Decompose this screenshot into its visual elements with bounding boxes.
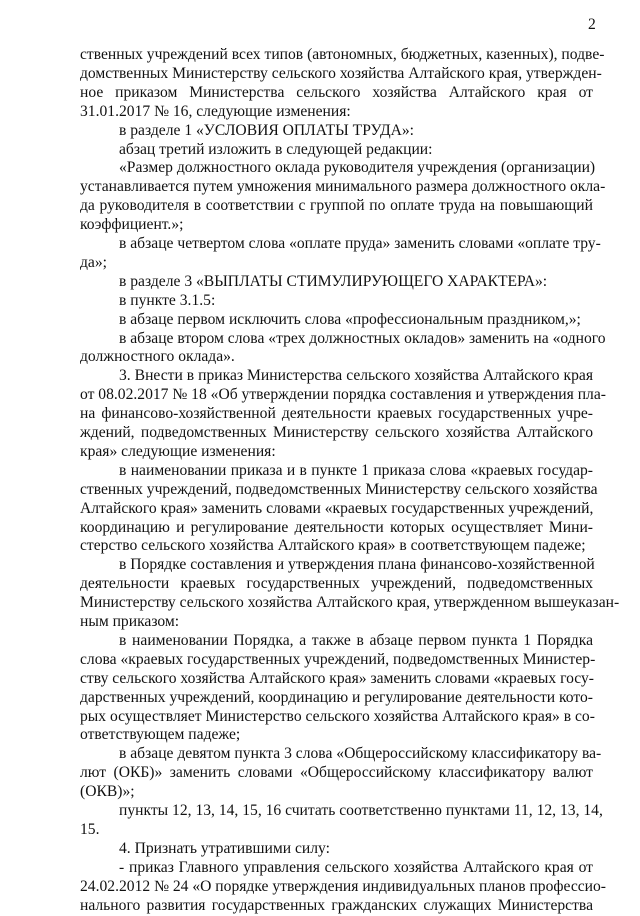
text-line: ответствующем падеже;: [80, 726, 241, 744]
text-line: да руководителя в соответствии с группой по оплате труда на повышающий: [80, 197, 593, 215]
text-line: слова «краевых государственных учреждений, подведомственных Министер-: [80, 650, 596, 668]
text-line: Министерству сельского хозяйства Алтайского края, утвержденном вышеуказан-: [80, 594, 620, 612]
text-line: в Порядке составления и утверждения плана финансово-хозяйственной: [119, 556, 595, 574]
text-line: деятельности краевых государственных учреждений, подведомственных: [80, 575, 593, 593]
text-line: в абзаце первом исключить слова «профессиональным праздником,»;: [119, 310, 581, 328]
text-line: 15.: [80, 820, 100, 838]
text-line: рых осуществляет Министерство сельского хозяйства Алтайского края» в со-: [80, 707, 595, 725]
text-line: в разделе 1 «УСЛОВИЯ ОПЛАТЫ ТРУДА»:: [119, 121, 414, 139]
text-line: в абзаце втором слова «трех должностных окладов» заменить на «одного: [119, 329, 606, 347]
text-line: да»;: [80, 253, 107, 271]
text-line: в наименовании Порядка, а также в абзаце первом пункта 1 Порядка: [119, 631, 593, 649]
text-line: ственных учреждений, подведомственных Министерству сельского хозяйства: [80, 480, 598, 498]
text-line: в пункте 3.1.5:: [119, 291, 216, 309]
text-line: на финансово-хозяйственной деятельности краевых государственных учре-: [80, 405, 593, 423]
text-line: стерство сельского хозяйства Алтайского края» в соответствующем падеже;: [80, 537, 586, 555]
text-line: в абзаце четвертом слова «оплате пруда» заменить словами «оплате тру-: [119, 235, 601, 252]
text-line: коэффициент.»;: [80, 216, 184, 234]
text-line: «Размер должностного оклада руководителя учреждения (организации): [119, 159, 596, 177]
text-line: Алтайского края» заменить словами «краевых государственных учреждений,: [80, 499, 594, 517]
text-line: края» следующие изменения:: [80, 442, 276, 460]
text-line: ным приказом:: [80, 613, 180, 630]
text-line: 4. Признать утратившими силу:: [119, 839, 330, 857]
text-line: от 08.02.2017 № 18 «Об утверждении порядка составления и утверждения пла-: [80, 386, 606, 404]
text-line: домственных Министерству сельского хозяйства Алтайского края, утвержден-: [80, 64, 602, 82]
text-line: ственных учреждений всех типов (автономных, бюджетных, казенных), подве-: [80, 46, 605, 63]
text-line: устанавливается путем умножения минимального размера должностного окла-: [80, 178, 606, 196]
text-line: 24.02.2012 № 24 «О порядке утверждения индивидуальных планов профессио-: [80, 877, 606, 895]
text-line: лют (ОКБ)» заменить словами «Общероссийскому классификатору валют: [80, 764, 593, 782]
text-line: в абзаце девятом пункта 3 слова «Общероссийскому классификатору ва-: [119, 745, 602, 763]
text-line: нального развития государственных гражданских служащих Министерства: [80, 896, 593, 914]
text-line: (ОКВ)»;: [80, 783, 135, 801]
text-line: в разделе 3 «ВЫПЛАТЫ СТИМУЛИРУЮЩЕГО ХАРАКТЕРА»:: [119, 272, 548, 290]
text-line: ждений, подведомственных Министерству сельского хозяйства Алтайского: [80, 424, 593, 441]
text-line: дарственных учреждений, координацию и регулирование деятельности кото-: [80, 688, 593, 706]
text-line: должностного оклада».: [80, 348, 235, 366]
text-line: ное приказом Министерства сельского хозяйства Алтайского края от: [80, 83, 593, 101]
page-number: 2: [588, 16, 596, 33]
text-line: - приказ Главного управления сельского хозяйства Алтайского края от: [119, 858, 593, 876]
text-line: 31.01.2017 № 16, следующие изменения:: [80, 102, 351, 120]
text-line: пункты 12, 13, 14, 15, 16 считать соответственно пунктами 11, 12, 13, 14,: [119, 802, 603, 819]
text-line: в наименовании приказа и в пункте 1 приказа слова «краевых государ-: [119, 461, 593, 479]
text-line: абзац третий изложить в следующей редакции:: [119, 140, 433, 158]
text-line: 3. Внести в приказ Министерства сельского хозяйства Алтайского края: [119, 367, 593, 385]
text-line: координацию и регулирование деятельности которых осуществляет Мини-: [80, 518, 593, 536]
text-line: ству сельского хозяйства Алтайского края» заменить словами «краевых госу-: [80, 669, 594, 687]
